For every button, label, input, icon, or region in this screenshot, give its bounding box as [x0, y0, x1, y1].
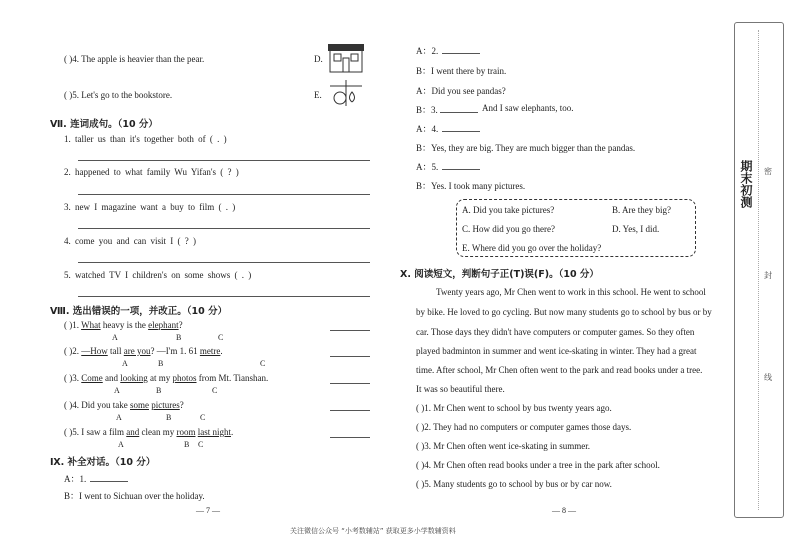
dialog-a4: A：4.: [416, 124, 439, 134]
blank-5[interactable]: [442, 169, 480, 170]
letter-a: A: [118, 440, 124, 449]
letter-a: A: [116, 413, 122, 422]
dialog-b3-end: And I saw elephants, too.: [482, 103, 574, 113]
error-question-1: ( )1. What heavy is the elephant?: [64, 320, 183, 330]
tf-item-5: ( )5. Many students go to school by bus or by car now.: [416, 479, 612, 489]
letter-a: A: [114, 386, 120, 395]
sidebar-brand: 期末初测: [739, 160, 753, 208]
error-question-5: ( )5. I saw a film and clean my room last night.: [64, 427, 234, 437]
seal-char-3: 线: [764, 373, 772, 382]
correction-line-4[interactable]: [330, 410, 370, 411]
correction-line-3[interactable]: [330, 383, 370, 384]
dialog-b3-start: B：3.: [416, 105, 438, 115]
option-c: C. How did you go there?: [462, 224, 555, 234]
answer-line-1[interactable]: [78, 160, 370, 161]
answer-line-2[interactable]: [78, 194, 370, 195]
passage-line-5: time. After school, Mr Chen often went to the park and read books under a tree.: [416, 365, 703, 375]
letter-c: C: [198, 440, 204, 449]
letter-c: C: [212, 386, 218, 395]
sentence-2: 2. happened to what family Wu Yifan's ( ? ): [64, 167, 239, 177]
answer-line-3[interactable]: [78, 228, 370, 229]
blank-2[interactable]: [442, 53, 480, 54]
correction-line-1[interactable]: [330, 330, 370, 331]
passage-line-4: played badminton in summer and went ice-skating in winter. They had a great: [416, 346, 697, 356]
picture-label-e: E.: [314, 90, 322, 100]
answer-line-4[interactable]: [78, 262, 370, 263]
sentence-3: 3. new I magazine want a buy to film ( . ): [64, 202, 236, 212]
sentence-4: 4. come you and can visit I ( ? ): [64, 236, 196, 246]
dialog-b5: B：Yes. I took many pictures.: [416, 181, 526, 191]
tf-item-4: ( )4. Mr Chen often read books under a tree in the park after school.: [416, 460, 660, 470]
dialog-a3: A：Did you see pandas?: [416, 86, 506, 96]
letter-b: B: [184, 440, 190, 449]
sentence-1: 1. taller us than it's together both of ( . ): [64, 134, 227, 144]
letter-c: C: [200, 413, 206, 422]
letter-c: C: [260, 359, 266, 368]
page-number-right: — 8 —: [552, 506, 576, 515]
letter-c: C: [218, 333, 224, 342]
apple-pear-picture: [326, 78, 366, 108]
dialog-b4: B：Yes, they are big. They are much bigger than the pandas.: [416, 143, 636, 153]
seal-char-1: 密: [764, 167, 772, 176]
page-number-left: — 7 —: [196, 506, 220, 515]
section-10-title: Ⅹ. 阅读短文，判断句子正(T)误(F)。（10 分）: [400, 269, 599, 280]
correction-line-5[interactable]: [330, 437, 370, 438]
error-question-3: ( )3. Come and looking at my photos from Mt. Tianshan.: [64, 373, 269, 383]
blank-3[interactable]: [440, 112, 478, 113]
dialog-a1: A：1.: [64, 474, 87, 484]
footer-notice: 关注微信公众号 “小考数辅站” 获取更多小学数辅资料: [290, 527, 456, 535]
section-8-title: Ⅷ. 选出错误的一项，并改正。（10 分）: [50, 306, 228, 317]
passage-line-6: It was so beautiful there.: [416, 384, 505, 394]
letter-a: A: [112, 333, 118, 342]
seal-line: [758, 30, 759, 510]
letter-b: B: [156, 386, 162, 395]
letter-b: B: [158, 359, 164, 368]
correction-line-2[interactable]: [330, 356, 370, 357]
option-b: B. Are they big?: [612, 205, 671, 215]
binding-sidebar: [734, 22, 784, 518]
tf-item-1: ( )1. Mr Chen went to school by bus twenty years ago.: [416, 403, 612, 413]
passage-line-1: Twenty years ago, Mr Chen went to work in this school. He went to school: [436, 287, 706, 297]
option-a: A. Did you take pictures?: [462, 205, 555, 215]
letter-b: B: [166, 413, 172, 422]
sentence-5: 5. watched TV I children's on some shows ( . ): [64, 270, 252, 280]
error-question-2: ( )2. —How tall are you? —I'm 1. 61 metre.: [64, 346, 223, 356]
letter-a: A: [122, 359, 128, 368]
blank-4[interactable]: [442, 131, 480, 132]
option-e: E. Where did you go over the holiday?: [462, 243, 602, 253]
dialog-a2: A：2.: [416, 46, 439, 56]
letter-b: B: [176, 333, 182, 342]
seal-char-2: 封: [764, 271, 772, 280]
error-question-4: ( )4. Did you take some pictures?: [64, 400, 184, 410]
tf-item-3: ( )3. Mr Chen often went ice-skating in summer.: [416, 441, 590, 451]
section-7-title: Ⅶ. 连词成句。（10 分）: [50, 119, 158, 130]
answer-line-5[interactable]: [78, 296, 370, 297]
dialog-b2: B：I went there by train.: [416, 66, 507, 76]
bookstore-picture: [326, 40, 366, 74]
dialog-a5: A：5.: [416, 162, 439, 172]
section-9-title: Ⅸ. 补全对话。（10 分）: [50, 457, 156, 468]
q5-statement: ( )5. Let's go to the bookstore.: [64, 90, 173, 100]
passage-line-2: by bike. He loved to go cycling. But now many students go to school by bus or by: [416, 307, 712, 317]
q4-statement: ( )4. The apple is heavier than the pear.: [64, 54, 205, 64]
picture-label-d: D.: [314, 54, 323, 64]
blank-1[interactable]: [90, 481, 128, 482]
dialog-b1: B：I went to Sichuan over the holiday.: [64, 491, 205, 501]
passage-line-3: car. Those days they didn't have computers or computer games. So they often: [416, 327, 695, 337]
option-d: D. Yes, I did.: [612, 224, 660, 234]
tf-item-2: ( )2. They had no computers or computer games those days.: [416, 422, 632, 432]
